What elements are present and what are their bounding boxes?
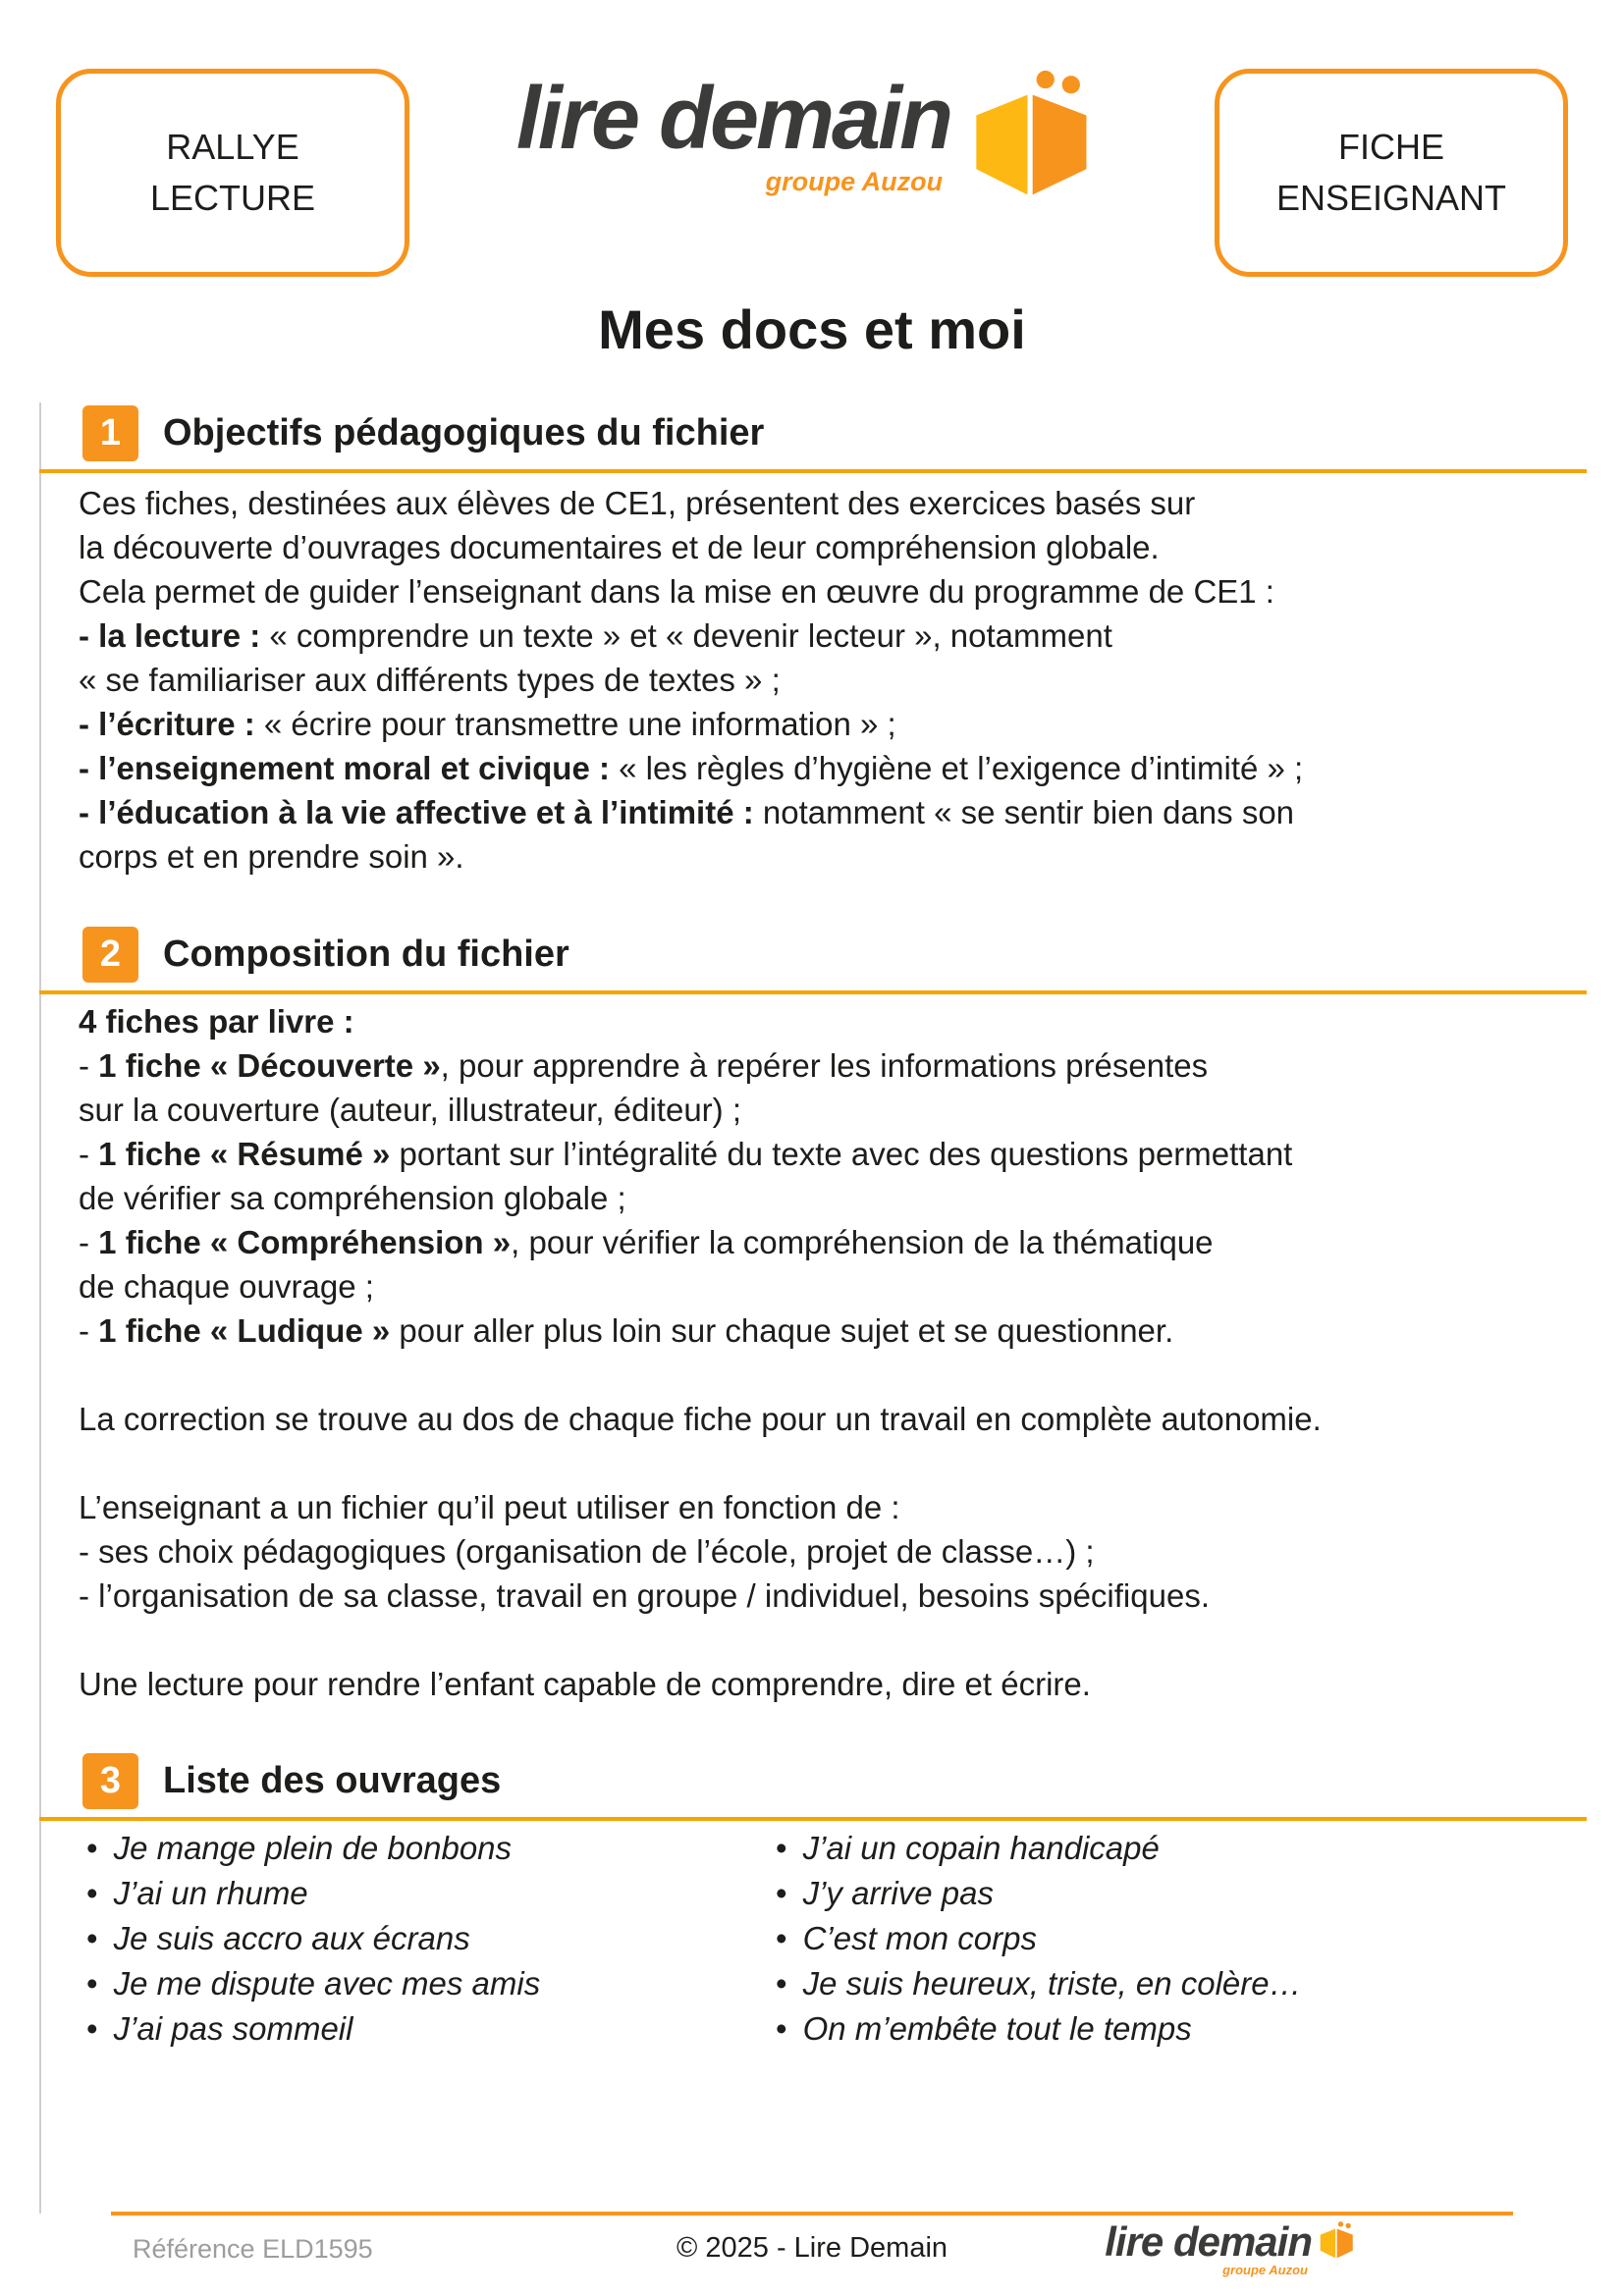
brand-logo-main	[516, 71, 1108, 210]
text-line: - 1 fiche « Ludique » pour aller plus loin sur chaque sujet et se questionner.	[79, 1312, 1174, 1349]
book-list-item: • Je suis heureux, triste, en colère…	[776, 1961, 1302, 2006]
text-line: - l’écriture : « écrire pour transmettre une information » ;	[79, 706, 896, 742]
text-line: - 1 fiche « Compréhension », pour vérifier la compréhension de la thématique	[79, 1224, 1214, 1260]
brand-logo-text: lire demain	[515, 70, 951, 168]
text-line: Une lecture pour rendre l’enfant capable de comprendre, dire et écrire.	[79, 1666, 1091, 1702]
text-line	[79, 1441, 1322, 1485]
text-line: de chaque ouvrage ;	[79, 1268, 374, 1305]
book-list-item: • J’y arrive pas	[776, 1871, 1302, 1916]
text-line: - l’éducation à la vie affective et à l’intimité : notamment « se sentir bien dans son	[79, 794, 1295, 830]
open-book-icon	[1316, 2220, 1359, 2263]
section-2-number: 2	[82, 927, 138, 983]
book-list-item: • J’ai un copain handicapé	[776, 1826, 1302, 1871]
text-line: L’enseignant a un fichier qu’il peut utiliser en fonction de :	[79, 1489, 900, 1525]
book-list-item: • On m’embête tout le temps	[776, 2006, 1302, 2052]
text-line: corps et en prendre soin ».	[79, 838, 464, 875]
book-list-item: • J’ai un rhume	[86, 1871, 540, 1916]
section-2-body	[79, 999, 1322, 1706]
section-3-rule	[39, 1817, 1587, 1821]
text-line: - l’enseignement moral et civique : « les règles d’hygiène et l’exigence d’intimité » ;	[79, 750, 1304, 786]
text-line: - 1 fiche « Découverte », pour apprendre à repérer les informations présentes	[79, 1047, 1209, 1084]
footer-logo-textwrap	[1105, 2220, 1312, 2277]
book-list-item: • Je suis accro aux écrans	[86, 1916, 540, 1961]
text-line: - ses choix pédagogiques (organisation de l’école, projet de classe…) ;	[79, 1533, 1095, 1570]
text-line	[79, 1618, 1322, 1662]
footer-brand-logo	[1105, 2220, 1359, 2277]
badge-line-1: FICHE	[1338, 127, 1444, 167]
book-list-item: • J’ai pas sommeil	[86, 2006, 540, 2052]
text-line: 4 fiches par livre :	[79, 1003, 354, 1040]
book-list-item: • C’est mon corps	[776, 1916, 1302, 1961]
section-2-rule	[39, 990, 1587, 994]
section-3-number: 3	[82, 1753, 138, 1809]
section-1-number: 1	[82, 405, 138, 461]
footer-logo-subtext: groupe Auzou	[1222, 2263, 1308, 2277]
section-1-body	[79, 481, 1303, 879]
footer-logo-text: lire demain	[1105, 2218, 1312, 2265]
text-line: - 1 fiche « Résumé » portant sur l’intégralité du texte avec des questions permettant	[79, 1136, 1293, 1172]
book-list-item: • Je me dispute avec mes amis	[86, 1961, 540, 2006]
badge-line-2: LECTURE	[149, 178, 316, 218]
badge-line-2: ENSEIGNANT	[1275, 178, 1507, 218]
section-1-heading: Objectifs pédagogiques du fichier	[163, 412, 765, 454]
text-line: Cela permet de guider l’enseignant dans la mise en œuvre du programme de CE1 :	[79, 573, 1274, 610]
footer-rule	[111, 2212, 1513, 2216]
text-line: la découverte d’ouvrages documentaires et de leur compréhension globale.	[79, 529, 1160, 565]
footer-copyright: © 2025 - Lire Demain	[676, 2232, 948, 2264]
footer-reference: Référence ELD1595	[133, 2234, 373, 2264]
text-line: « se familiariser aux différents types de textes » ;	[79, 662, 781, 698]
brand-logo-subtext: groupe Auzou	[765, 167, 944, 196]
section-2-heading: Composition du fichier	[163, 934, 569, 975]
section-3-heading: Liste des ouvrages	[163, 1760, 502, 1801]
open-book-icon	[960, 67, 1108, 210]
book-list-item: • Je mange plein de bonbons	[86, 1826, 540, 1871]
section-1-rule	[39, 469, 1587, 473]
book-list-right	[776, 1826, 1302, 2052]
text-line: - la lecture : « comprendre un texte » et « devenir lecteur », notamment	[79, 617, 1112, 654]
text-line: - l’organisation de sa classe, travail en groupe / individuel, besoins spécifiques.	[79, 1577, 1210, 1614]
left-margin-line	[39, 402, 41, 2214]
text-line: Ces fiches, destinées aux élèves de CE1, présentent des exercices basés sur	[79, 485, 1196, 521]
book-list-left	[86, 1826, 540, 2052]
fiche-enseignant-badge	[1215, 69, 1568, 277]
page-title: Mes docs et moi	[598, 298, 1026, 360]
text-line: de vérifier sa compréhension globale ;	[79, 1180, 626, 1216]
text-line	[79, 1353, 1322, 1397]
text-line: La correction se trouve au dos de chaque fiche pour un travail en complète autonomie.	[79, 1401, 1322, 1437]
text-line: sur la couverture (auteur, illustrateur, éditeur) ;	[79, 1092, 741, 1128]
brand-logo-textwrap	[516, 71, 950, 196]
badge-line-1: RALLYE	[166, 127, 299, 167]
